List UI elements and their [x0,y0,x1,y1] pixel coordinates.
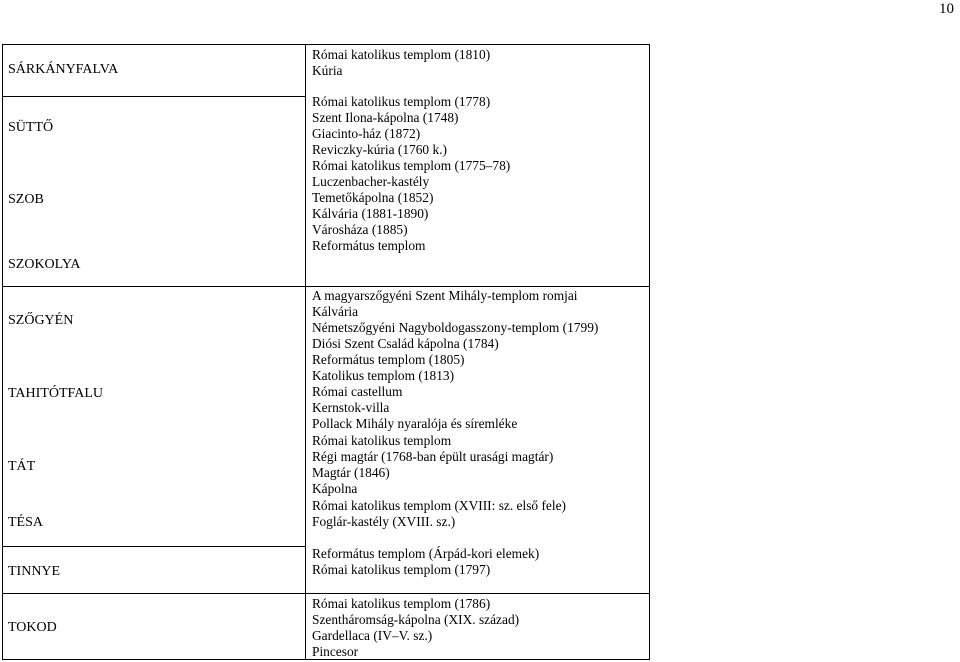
entry: Kápolna [312,481,358,496]
place-name: TINNYE [8,564,61,579]
entry: Diósi Szent Család kápolna (1784) [312,336,499,351]
place-name: TÉSA [8,515,43,530]
place-name: SZŐGYÉN [8,313,74,328]
entry-list [312,596,648,660]
row-divider [2,96,306,97]
entry: Pincesor [312,644,359,659]
column-divider [305,44,306,660]
entry: Pollack Mihály nyaralója és síremléke [312,416,518,431]
entry: Szentháromság-kápolna (XIX. század) [312,612,520,627]
page-number: 10 [939,1,954,17]
entry-list [312,94,648,158]
entry: Kúria [312,63,343,78]
entry: Városháza (1885) [312,222,408,237]
entry: Kernstok-villa [312,400,390,415]
entry: Szent Ilona-kápolna (1748) [312,110,459,125]
entry: Római katolikus templom (1775–78) [312,158,511,173]
place-name: TAHITÓTFALU [8,386,104,401]
row-divider [2,593,650,594]
entry-list [312,47,648,79]
entry-list [312,546,648,578]
entry: Reviczky-kúria (1760 k.) [312,142,447,157]
place-name: SZOB [8,192,44,207]
entry: Régi magtár (1768-ban épült urasági magtár) [312,449,554,464]
entry: Katolikus templom (1813) [312,368,455,383]
entry: Református templom [312,238,426,253]
entry: Római katolikus templom (1810) [312,47,491,62]
entry: Magtár (1846) [312,465,390,480]
entry: Református templom (1805) [312,352,465,367]
entry: Giacinto-ház (1872) [312,126,421,141]
entry: Római katolikus templom [312,433,452,448]
place-name: SÜTTŐ [8,120,54,135]
entry-list [312,498,648,530]
entry: Foglár-kastély (XVIII. sz.) [312,514,456,529]
entry: Luczenbacher-kastély [312,174,430,189]
entry: Temetőkápolna (1852) [312,190,434,205]
entry: Németszőgyéni Nagyboldogasszony-templom (1799) [312,320,599,335]
entry-list [312,238,648,254]
place-name: TOKOD [8,620,57,635]
entry: Római katolikus templom (XVIII: sz. első fele) [312,498,566,513]
entry: Református templom (Árpád-kori elemek) [312,546,540,561]
entry: Gardellaca (IV–V. sz.) [312,628,433,643]
entry: Római katolikus templom (1778) [312,94,491,109]
row-divider [2,286,650,287]
entry: Kálvária [312,304,359,319]
place-name: SZOKOLYA [8,257,81,272]
place-name: TÁT [8,459,36,474]
place-name: SÁRKÁNYFALVA [8,62,119,77]
entry: Kálvária (1881-1890) [312,206,429,221]
entry-list [312,352,648,432]
entry: Római katolikus templom (1786) [312,596,491,611]
entry: Római katolikus templom (1797) [312,562,491,577]
entry-list [312,288,648,352]
entry: A magyarszőgyéni Szent Mihály-templom romjai [312,288,578,303]
entry: Római castellum [312,384,403,399]
entry-list [312,433,648,497]
row-divider [2,546,306,547]
entry-list [312,158,648,238]
